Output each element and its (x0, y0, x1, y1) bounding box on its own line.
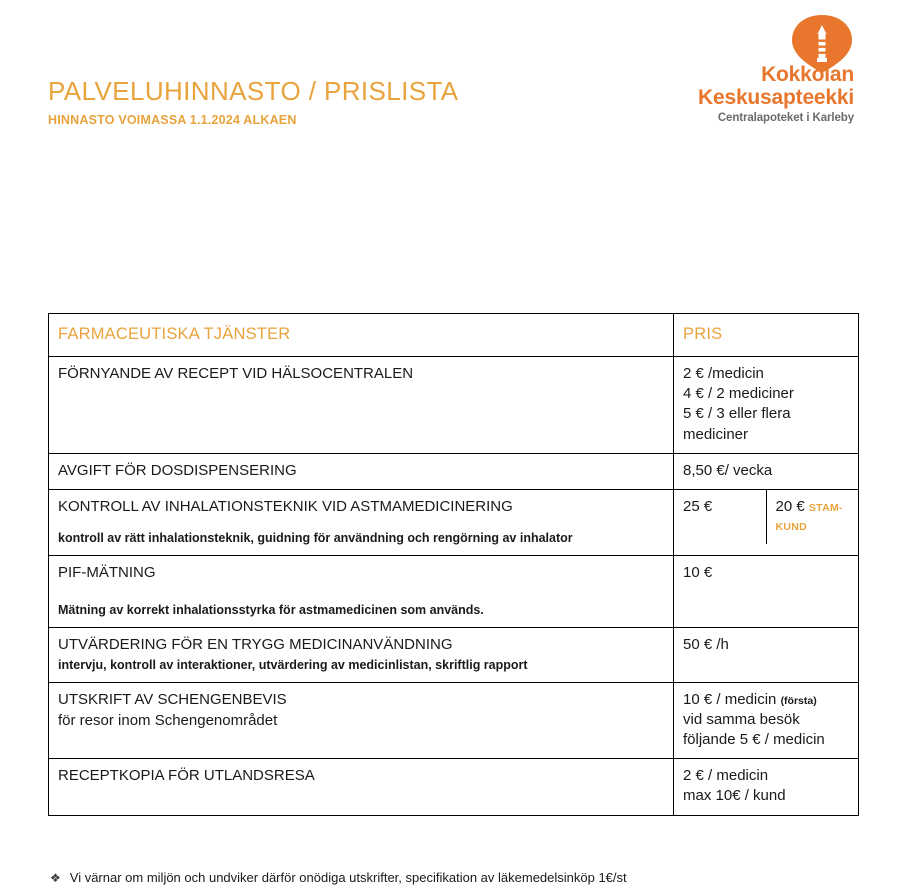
price-first-tag: (första) (780, 694, 817, 707)
service-cell (49, 490, 674, 556)
table-header-service-cell (49, 314, 674, 357)
price-line: 10 € (683, 564, 713, 582)
price-cell (674, 628, 859, 682)
table-row (49, 759, 859, 815)
footnote (50, 870, 627, 885)
table-row (49, 357, 859, 454)
price-line: mediciner (683, 425, 749, 443)
table-row (49, 682, 859, 759)
service-description: kontroll av rätt inhalationsteknik, guidning för användning och rengörning av inhalator (58, 531, 573, 546)
table-row (49, 628, 859, 682)
price-standard-cell (674, 490, 766, 544)
price-cell (674, 453, 859, 489)
table-header-price: PRIS (683, 325, 723, 343)
price-standard: 25 € (683, 498, 713, 516)
title-block (48, 77, 459, 127)
price-cell-split (674, 490, 859, 556)
price-line: 50 € /h (683, 636, 729, 654)
logo-line-2: Keskusapteekki (698, 85, 854, 109)
price-line: följande 5 € / medicin (683, 730, 825, 748)
service-name: PIF-MÄTNING (58, 564, 156, 582)
price-line: max 10€ / kund (683, 787, 786, 805)
price-split-table (674, 490, 859, 544)
page-title: PALVELUHINNASTO / PRISLISTA (48, 76, 459, 106)
service-description: intervju, kontroll av interaktioner, utvärdering av medicinlistan, skriftlig rapport (58, 657, 528, 672)
service-cell (49, 556, 674, 628)
service-description: Mätning av korrekt inhalationsstyrka för astmamedicinen som används. (58, 603, 484, 618)
price-cell (674, 682, 859, 759)
price-cell (674, 357, 859, 454)
price-line: 8,50 €/ vecka (683, 461, 773, 479)
price-member: 20 € (775, 498, 805, 516)
service-name: AVGIFT FÖR DOSDISPENSERING (58, 461, 297, 479)
price-line: vid samma besök (683, 710, 800, 728)
service-second-line: för resor inom Schengenområdet (58, 711, 278, 729)
price-line: 2 € /medicin (683, 365, 764, 383)
service-name: RECEPTKOPIA FÖR UTLANDSRESA (58, 767, 315, 785)
price-table (48, 313, 859, 816)
diamond-bullet-icon: ❖ (50, 871, 61, 885)
table-row (49, 490, 859, 556)
footnote-text: Vi värnar om miljön och undviker därför onödiga utskrifter, specifikation av läkemedelsinköp 1€/st (69, 870, 627, 885)
price-first-amount: 10 € / medicin (683, 690, 777, 708)
service-name: KONTROLL AV INHALATIONSTEKNIK VID ASTMAMEDICINERING (58, 498, 513, 516)
service-name: FÖRNYANDE AV RECEPT VID HÄLSOCENTRALEN (58, 365, 414, 383)
logo-wordmark (669, 64, 854, 124)
service-cell (49, 759, 674, 815)
price-first-line (683, 690, 849, 709)
document-header (0, 0, 904, 150)
service-name: UTSKRIFT AV SCHENGENBEVIS (58, 690, 287, 708)
service-cell (49, 357, 674, 454)
table-row (49, 453, 859, 489)
service-cell (49, 628, 674, 682)
company-logo (669, 14, 854, 130)
table-row (49, 556, 859, 628)
table-header-service: FARMACEUTISKA TJÄNSTER (58, 325, 291, 343)
price-cell (674, 556, 859, 628)
page-subtitle: HINNASTO VOIMASSA 1.1.2024 ALKAEN (48, 112, 297, 127)
price-member-cell (766, 490, 859, 544)
price-cell (674, 759, 859, 815)
table-header-row (49, 314, 859, 357)
logo-line-3: Centralapoteket i Karleby (717, 112, 854, 125)
price-line: 4 € / 2 mediciner (683, 385, 794, 403)
table-header-price-cell (674, 314, 859, 357)
price-member-tag: STAM-KUND (775, 502, 843, 534)
service-cell (49, 453, 674, 489)
price-line: 2 € / medicin (683, 767, 769, 785)
service-cell (49, 682, 674, 759)
logo-line-1: Kokkolan (761, 63, 854, 86)
price-line: 5 € / 3 eller flera (683, 405, 791, 423)
service-name: UTVÄRDERING FÖR EN TRYGG MEDICINANVÄNDNING (58, 636, 453, 654)
